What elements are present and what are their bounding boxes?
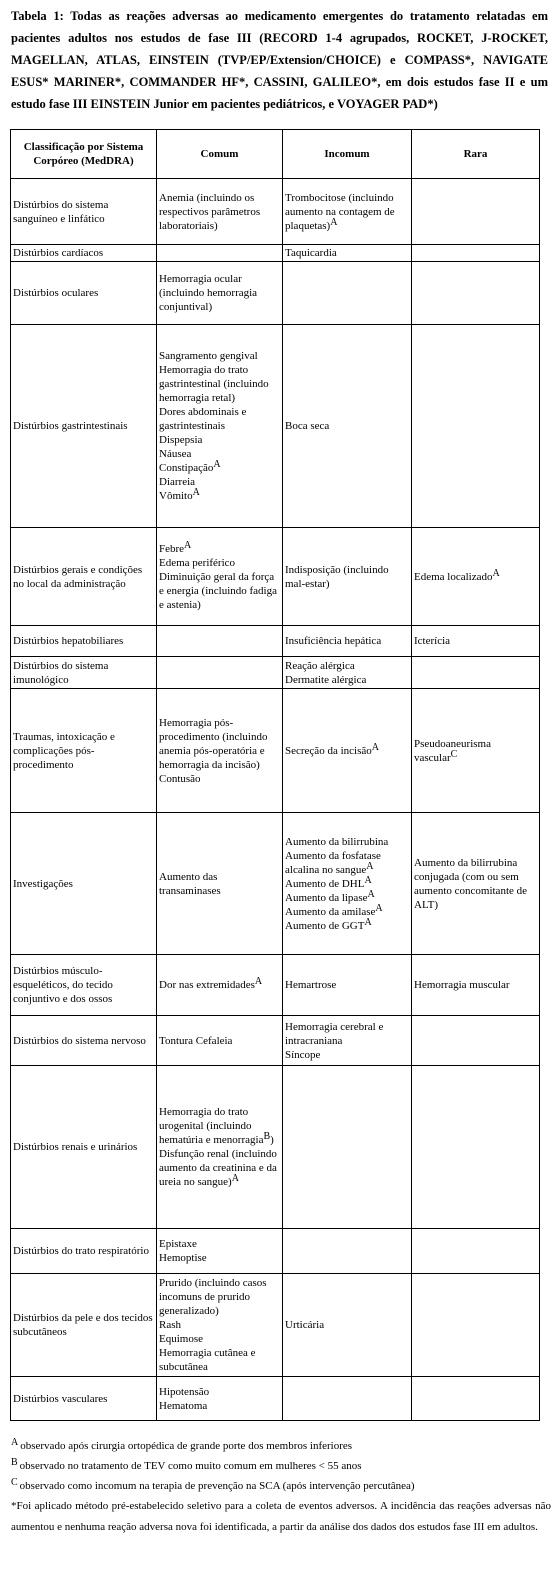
reaction-text: Trombocitose (incluindo aumento na contagem de plaquetas) (285, 191, 395, 232)
reaction-text: Aumento da bilirrubina (285, 835, 389, 848)
table-row (11, 1016, 540, 1066)
table-caption: Tabela 1: Todas as reações adversas ao medicamento emergentes do tratamento relatadas em pacientes adultos nos estudos de fase III (RECORD 1-4 agrupados, ROCKET, J-ROCKET, MAGELLAN, ATLAS, EINSTEIN (TVP/EP/Extension/CHOICE) e COMPASS*, NAVIGATE ESUS* MARINER*, COMMANDER HF*, CASSINI, GALILEO*, em dois estudos fase II e um estudo fase III EINSTEIN Junior em pacientes pediátricos, e VOYAGER PAD*) (11, 9, 548, 111)
table-row (11, 245, 540, 262)
reaction-text: Hemartrose (285, 979, 337, 991)
reaction-entry (285, 874, 409, 891)
table-row (11, 689, 540, 813)
reaction-entry (285, 741, 409, 758)
reaction-text: Prurido (incluindo casos incomuns de prurido generalizado) (159, 1277, 267, 1317)
soc-cell: Distúrbios do sistema sanguíneo e linfático (11, 179, 157, 245)
reaction-text: Aumento da lipase (285, 891, 368, 904)
footnote-marker: A (254, 976, 263, 987)
incomum-cell (283, 657, 412, 689)
footnote-marker: A (367, 888, 375, 900)
footnote-marker: B (263, 1131, 271, 1142)
reaction-text: Contusão (159, 772, 201, 785)
soc-cell: Distúrbios renais e urinários (11, 1066, 157, 1229)
reaction-entry (159, 461, 280, 475)
comum-cell (157, 1016, 283, 1066)
rara-cell (412, 1229, 540, 1274)
comum-cell (157, 657, 283, 689)
reaction-entry (159, 539, 280, 556)
reaction-entry (159, 272, 280, 314)
incomum-cell (283, 1229, 412, 1274)
reaction-text: Aumento da fosfatase alcalina no sangue (285, 849, 381, 876)
footnote-marker: A (375, 902, 383, 914)
reaction-text: Hipotensão (159, 1385, 210, 1398)
reaction-entry (159, 1105, 280, 1147)
reaction-text: Rash (159, 1319, 181, 1331)
table-row (11, 955, 540, 1016)
comum-cell (157, 626, 283, 657)
incomum-cell (283, 1016, 412, 1066)
reaction-entry (285, 902, 409, 919)
incomum-cell (283, 689, 412, 813)
reaction-entry (285, 634, 409, 648)
reaction-text: Aumento de GGT (285, 919, 365, 932)
reaction-entry (159, 475, 280, 489)
incomum-cell (283, 1066, 412, 1229)
incomum-cell (283, 1377, 412, 1421)
reaction-entry (285, 1020, 409, 1048)
reaction-text: Insuficiência hepática (285, 635, 382, 647)
reaction-text: Sangramento gengival (159, 350, 258, 362)
comum-cell (157, 1066, 283, 1229)
reaction-entry (159, 349, 280, 363)
reaction-text: Hemorragia cutânea e subcutânea (159, 1347, 256, 1373)
footnote-marker: A (366, 860, 374, 872)
reaction-entry (159, 1147, 280, 1189)
reaction-entry (159, 1251, 280, 1265)
reaction-entry (159, 1276, 280, 1318)
reaction-text: Hemoptise (159, 1252, 207, 1264)
header-classification: Classificação por Sistema Corpóreo (MedDRA) (11, 130, 157, 179)
incomum-cell (283, 1274, 412, 1377)
reaction-entry (285, 978, 409, 992)
comum-cell (157, 1274, 283, 1377)
reaction-suffix: ) (270, 1134, 274, 1146)
comum-cell (157, 1377, 283, 1421)
table-body (11, 179, 540, 1421)
incomum-cell (283, 626, 412, 657)
reaction-text: Aumento de DHL (285, 877, 365, 890)
reaction-entry (159, 556, 280, 570)
reaction-entry (159, 1385, 280, 1399)
rara-cell (412, 626, 540, 657)
table-row (11, 1066, 540, 1229)
footnote-marker: A (371, 741, 379, 753)
comum-cell (157, 813, 283, 955)
footnote-marker: A (231, 1173, 239, 1184)
reaction-entry (159, 870, 280, 898)
footnote-marker: A (364, 916, 372, 928)
reaction-entry (285, 849, 409, 877)
reaction-text: Hemorragia pós-procedimento (incluindo anemia pós-operatória e hemorragia da incisão) (159, 716, 268, 771)
table-row (11, 657, 540, 689)
reaction-entry (414, 634, 537, 648)
reaction-entry (159, 1399, 280, 1413)
footnote-mark: A (11, 1437, 19, 1448)
reaction-text: Aumento da amilase (285, 905, 376, 918)
rara-cell (412, 325, 540, 528)
comum-cell (157, 245, 283, 262)
reaction-text: Hemorragia do trato urogenital (incluindo hematúria e menorragia (159, 1106, 264, 1146)
soc-cell: Distúrbios do sistema imunológico (11, 657, 157, 689)
reaction-entry (159, 1237, 280, 1251)
reaction-text: Edema localizado (414, 570, 493, 583)
reaction-entry (414, 978, 537, 992)
footnote-marker: A (330, 216, 338, 228)
reaction-entry (159, 570, 280, 612)
reaction-text: Febre (159, 542, 185, 555)
reaction-text: Hemorragia do trato gastrintestinal (incluindo hemorragia retal) (159, 364, 269, 404)
footnote-text: observado após cirurgia ortopédica de grande porte dos membros inferiores (20, 1440, 353, 1452)
reaction-entry (159, 978, 280, 992)
reaction-text: Hemorragia muscular (414, 979, 510, 991)
reaction-entry (414, 567, 537, 584)
soc-cell: Distúrbios vasculares (11, 1377, 157, 1421)
soc-cell: Distúrbios cardíacos (11, 245, 157, 262)
table-row (11, 1229, 540, 1274)
reaction-entry (285, 563, 409, 591)
reaction-entry (285, 419, 409, 433)
rara-cell (412, 1274, 540, 1377)
reaction-entry (159, 1034, 280, 1048)
comum-cell (157, 325, 283, 528)
reaction-text: Hemorragia ocular (incluindo hemorragia conjuntival) (159, 273, 258, 313)
table-row (11, 528, 540, 626)
adverse-reactions-table (10, 129, 540, 1421)
reaction-text: Boca seca (285, 420, 330, 432)
rara-cell (412, 689, 540, 813)
reaction-text: Urticária (285, 1319, 325, 1331)
comum-cell (157, 262, 283, 325)
reaction-text: Vômito (159, 490, 193, 502)
soc-cell: Distúrbios gerais e condições no local da administração (11, 528, 157, 626)
reaction-entry (285, 191, 409, 233)
reaction-entry (159, 1332, 280, 1346)
footnote-mark: C (11, 1477, 18, 1488)
soc-cell: Distúrbios do sistema nervoso (11, 1016, 157, 1066)
reaction-entry (285, 673, 409, 687)
reaction-text: Dermatite alérgica (285, 673, 367, 686)
reaction-entry (159, 1346, 280, 1374)
table-row (11, 262, 540, 325)
table-header-row (11, 130, 540, 179)
reaction-entry (285, 1318, 409, 1332)
table-row (11, 179, 540, 245)
header-rara: Rara (412, 130, 540, 179)
footnote-text: observado como incomum na terapia de prevenção na SCA (após intervenção percutânea) (19, 1480, 415, 1492)
soc-cell: Distúrbios do trato respiratório (11, 1229, 157, 1274)
rara-cell (412, 262, 540, 325)
reaction-entry (159, 489, 280, 503)
table-row (11, 325, 540, 528)
reaction-entry (285, 1048, 409, 1062)
reaction-text: Anemia (incluindo os respectivos parâmetros laboratoriais) (159, 191, 261, 232)
reaction-text: Dores abdominais e gastrintestinais (159, 406, 247, 432)
reaction-text: Constipação (159, 462, 214, 474)
table-row (11, 626, 540, 657)
reaction-text: Pseudoaneurisma vascular (414, 737, 491, 764)
reaction-text: Dor nas extremidades (159, 979, 255, 991)
reaction-entry (285, 659, 409, 673)
reaction-entry (285, 888, 409, 905)
reaction-text: Epistaxe (159, 1238, 197, 1250)
footnote-mark: B (11, 1457, 18, 1468)
footnote-marker: A (192, 487, 200, 498)
incomum-cell (283, 325, 412, 528)
rara-cell (412, 1377, 540, 1421)
soc-cell: Distúrbios músculo-esqueléticos, do tecido conjuntivo e dos ossos (11, 955, 157, 1016)
footnote-marker: C (450, 748, 458, 760)
reaction-text: Equimose (159, 1333, 203, 1345)
reaction-text: Diminuição geral da força e energia (incluindo fadiga e astenia) (159, 570, 277, 611)
reaction-entry (159, 405, 280, 433)
incomum-cell (283, 813, 412, 955)
soc-cell: Distúrbios hepatobiliares (11, 626, 157, 657)
footnote-marker: A (184, 539, 192, 551)
reaction-entry (414, 856, 537, 912)
reaction-text: Dispepsia (159, 434, 203, 446)
comum-cell (157, 955, 283, 1016)
incomum-cell (283, 179, 412, 245)
footnote-text: *Foi aplicado método pré-estabelecido seletivo para a coleta de eventos adversos. A incidência das reações adversas não aumentou e nenhuma reação adversa nova foi identificada, a partir da análise dos dados dos estudos fase III em adultos. (11, 1500, 551, 1533)
reaction-entry (414, 737, 537, 765)
reaction-text: Icterícia (414, 635, 451, 647)
reaction-entry (159, 1318, 280, 1332)
rara-cell (412, 179, 540, 245)
comum-cell (157, 689, 283, 813)
reaction-text: Secreção da incisão (285, 744, 372, 757)
reaction-text: Aumento das transaminases (159, 870, 221, 897)
incomum-cell (283, 528, 412, 626)
footnote (11, 1476, 551, 1496)
reaction-text: Reação alérgica (285, 659, 355, 672)
reaction-entry (159, 191, 280, 233)
rara-cell (412, 813, 540, 955)
rara-cell (412, 528, 540, 626)
rara-cell (412, 1066, 540, 1229)
reaction-text: Hematoma (159, 1399, 208, 1412)
reaction-text: Edema periférico (159, 556, 236, 569)
reaction-text: Hemorragia cerebral e intracraniana (285, 1020, 384, 1047)
reaction-entry (159, 716, 280, 772)
reaction-text: Náusea (159, 448, 192, 460)
comum-cell (157, 179, 283, 245)
header-comum: Comum (157, 130, 283, 179)
reaction-text: Síncope (285, 1048, 321, 1061)
incomum-cell (283, 955, 412, 1016)
reaction-entry (159, 363, 280, 405)
rara-cell (412, 657, 540, 689)
rara-cell (412, 1016, 540, 1066)
rara-cell (412, 245, 540, 262)
footnote-text: observado no tratamento de TEV como muito comum em mulheres < 55 anos (19, 1460, 362, 1472)
comum-cell (157, 1229, 283, 1274)
reaction-entry (285, 916, 409, 933)
footnote-marker: A (364, 874, 372, 886)
reaction-entry (285, 835, 409, 849)
soc-cell: Distúrbios oculares (11, 262, 157, 325)
reaction-entry (285, 246, 409, 260)
table-row (11, 1377, 540, 1421)
table-row (11, 1274, 540, 1377)
footnote-marker: A (492, 567, 500, 579)
incomum-cell (283, 262, 412, 325)
soc-cell: Distúrbios da pele e dos tecidos subcutâneos (11, 1274, 157, 1377)
incomum-cell (283, 245, 412, 262)
soc-cell: Distúrbios gastrintestinais (11, 325, 157, 528)
header-incomum: Incomum (283, 130, 412, 179)
comum-cell (157, 528, 283, 626)
reaction-text: Tontura Cefaleia (159, 1034, 233, 1047)
reaction-text: Indisposição (incluindo mal-estar) (285, 563, 389, 590)
reaction-text: Diarreia (159, 476, 196, 488)
reaction-entry (159, 772, 280, 786)
soc-cell: Investigações (11, 813, 157, 955)
reaction-text: Taquicardia (285, 247, 337, 259)
footnote (11, 1436, 551, 1456)
table-row (11, 813, 540, 955)
soc-cell: Traumas, intoxicação e complicações pós-procedimento (11, 689, 157, 813)
reaction-text: Disfunção renal (incluindo aumento da creatinina e da ureia no sangue) (159, 1148, 277, 1188)
footnote (11, 1496, 551, 1537)
footnote-marker: A (213, 459, 221, 470)
footnote (11, 1456, 551, 1476)
reaction-entry (159, 433, 280, 447)
footnotes (11, 1436, 551, 1537)
rara-cell (412, 955, 540, 1016)
reaction-text: Aumento da bilirrubina conjugada (com ou sem aumento concomitante de ALT) (414, 856, 528, 911)
